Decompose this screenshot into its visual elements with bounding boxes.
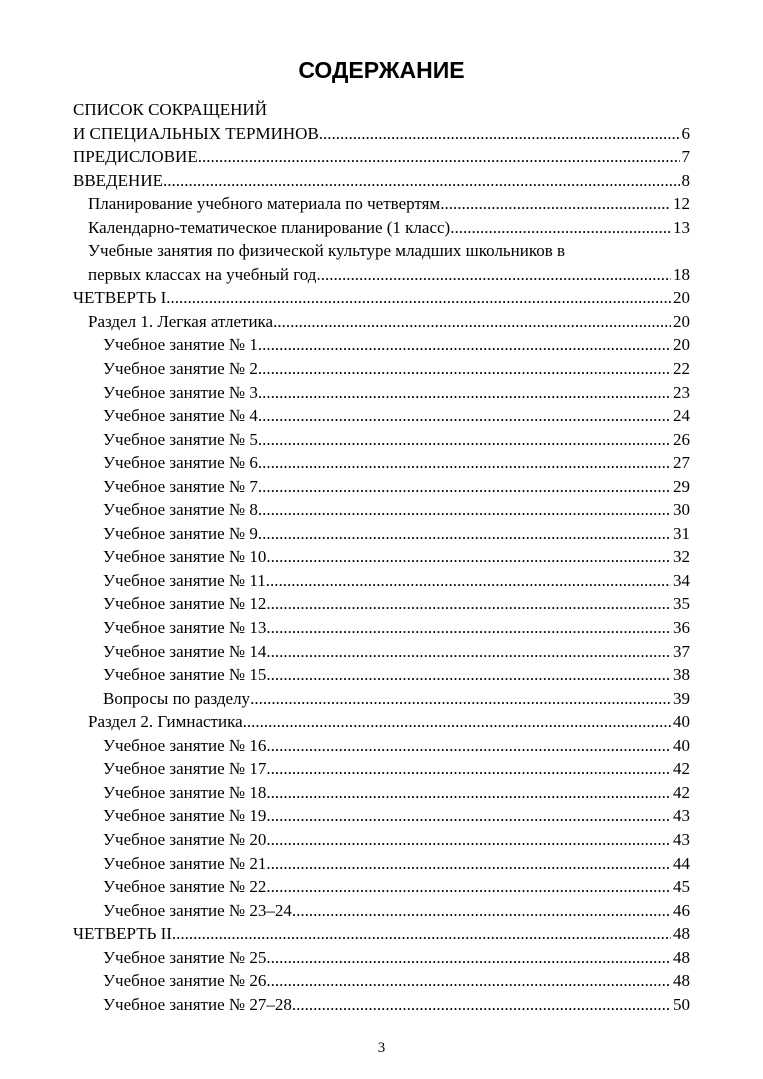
toc-dot-leader xyxy=(266,852,671,876)
toc-entry-label: Учебное занятие № 9 xyxy=(103,523,258,543)
toc-entry-label: И СПЕЦИАЛЬНЫХ ТЕРМИНОВ xyxy=(73,123,319,143)
toc-entry-page: 45 xyxy=(673,877,690,897)
toc-entry[interactable] xyxy=(73,145,690,169)
toc-entry-page: 26 xyxy=(673,429,690,449)
toc-dot-leader xyxy=(440,192,671,216)
toc-entry-label: Планирование учебного материала по четвертям xyxy=(88,194,441,214)
toc-dot-leader xyxy=(319,122,680,146)
toc-dot-leader xyxy=(266,946,671,970)
toc-entry[interactable] xyxy=(73,757,690,781)
toc-entry[interactable] xyxy=(73,333,690,357)
toc-entry-page: 18 xyxy=(673,264,690,284)
toc-entry[interactable] xyxy=(73,734,690,758)
toc-entry-page: 20 xyxy=(673,335,690,355)
toc-entry-label: Учебное занятие № 26 xyxy=(103,971,267,991)
toc-dot-leader xyxy=(258,333,671,357)
page-number: 3 xyxy=(377,1040,386,1056)
toc-entry-label: Учебное занятие № 18 xyxy=(103,782,267,802)
toc-entry-page: 44 xyxy=(673,853,690,873)
toc-dot-leader xyxy=(258,475,671,499)
toc-entry-page: 40 xyxy=(673,735,690,755)
toc-dot-leader xyxy=(258,357,671,381)
toc-dot-leader xyxy=(258,404,671,428)
toc-entry[interactable] xyxy=(73,98,690,122)
toc-dot-leader xyxy=(266,969,671,993)
toc-entry-page: 6 xyxy=(681,123,690,143)
toc-entry-page: 48 xyxy=(673,971,690,991)
toc-entry-label: Учебное занятие № 21 xyxy=(103,853,267,873)
toc-entry[interactable] xyxy=(73,922,690,946)
toc-entry[interactable] xyxy=(73,663,690,687)
toc-dot-leader xyxy=(266,757,671,781)
toc-entry-page: 48 xyxy=(673,947,690,967)
toc-entry-page: 50 xyxy=(673,994,690,1014)
toc-entry-label: Раздел 1. Легкая атлетика xyxy=(88,311,274,331)
toc-entry[interactable] xyxy=(73,710,690,734)
toc-dot-leader xyxy=(198,145,680,169)
toc-dot-leader xyxy=(450,216,671,240)
toc-entry-page: 43 xyxy=(673,806,690,826)
toc-entry-page: 31 xyxy=(673,523,690,543)
toc-dot-leader xyxy=(258,498,671,522)
toc-entry-page: 35 xyxy=(673,594,690,614)
toc-entry-label: Учебное занятие № 7 xyxy=(103,476,258,496)
toc-entry-label: Учебное занятие № 10 xyxy=(103,547,267,567)
toc-entry-page: 38 xyxy=(673,665,690,685)
toc-entry-page: 48 xyxy=(673,924,690,944)
toc-entry-page: 43 xyxy=(673,829,690,849)
toc-dot-leader xyxy=(266,569,671,593)
toc-entry[interactable] xyxy=(73,993,690,1017)
toc-entry[interactable] xyxy=(73,310,690,334)
page-title: СОДЕРЖАНИЕ xyxy=(298,57,465,83)
toc-entry-label: Учебное занятие № 17 xyxy=(103,759,267,779)
toc-entry-label: Учебное занятие № 2 xyxy=(103,359,258,379)
toc-entry[interactable] xyxy=(73,545,690,569)
toc-entry-label: Учебное занятие № 14 xyxy=(103,641,267,661)
toc-dot-leader xyxy=(292,899,671,923)
toc-entry-page: 22 xyxy=(673,359,690,379)
toc-dot-leader xyxy=(258,522,671,546)
toc-entry-label: Учебное занятие № 5 xyxy=(103,429,258,449)
toc-dot-leader xyxy=(292,993,671,1017)
toc-entry-label: Вопросы по разделу xyxy=(103,688,251,708)
toc-entry-label: ВВЕДЕНИЕ xyxy=(73,170,163,190)
toc-dot-leader xyxy=(266,781,671,805)
toc-entry-page: 46 xyxy=(673,900,690,920)
toc-entry-label: Учебное занятие № 15 xyxy=(103,665,267,685)
toc-dot-leader xyxy=(316,263,671,287)
toc-entry-label: Учебное занятие № 19 xyxy=(103,806,267,826)
toc-entry-page: 37 xyxy=(673,641,690,661)
toc-entry-label: Раздел 2. Гимнастика xyxy=(88,712,243,732)
toc-entry-page: 39 xyxy=(673,688,690,708)
toc-entry-page: 20 xyxy=(673,288,690,308)
toc-dot-leader xyxy=(273,310,671,334)
toc-entry-label: Учебное занятие № 25 xyxy=(103,947,267,967)
toc-entry[interactable] xyxy=(73,569,690,593)
toc-entry[interactable] xyxy=(73,852,690,876)
table-of-contents xyxy=(73,98,690,1016)
toc-entry-label: Учебное занятие № 12 xyxy=(103,594,267,614)
toc-entry[interactable] xyxy=(73,192,690,216)
toc-entry-label: СПИСОК СОКРАЩЕНИЙ xyxy=(73,100,267,119)
toc-dot-leader xyxy=(266,734,671,758)
toc-entry[interactable] xyxy=(73,522,690,546)
toc-entry-label: Учебные занятия по физической культуре младших школьников в xyxy=(88,241,566,261)
toc-dot-leader xyxy=(250,687,671,711)
toc-entry[interactable] xyxy=(73,357,690,381)
toc-entry[interactable] xyxy=(73,592,690,616)
toc-dot-leader xyxy=(258,428,671,452)
toc-entry[interactable] xyxy=(73,286,690,310)
toc-dot-leader xyxy=(266,875,671,899)
toc-entry-page: 12 xyxy=(673,194,690,214)
toc-entry-label: Учебное занятие № 27–28 xyxy=(103,994,292,1014)
toc-entry-label: Учебное занятие № 22 xyxy=(103,877,267,897)
toc-dot-leader xyxy=(266,545,671,569)
toc-entry-page: 23 xyxy=(673,382,690,402)
toc-entry[interactable] xyxy=(73,216,690,240)
toc-entry-page: 40 xyxy=(673,712,690,732)
toc-dot-leader xyxy=(266,804,671,828)
toc-entry-label: Учебное занятие № 1 xyxy=(103,335,258,355)
toc-entry-page: 13 xyxy=(673,217,690,237)
toc-entry[interactable] xyxy=(73,899,690,923)
toc-entry[interactable] xyxy=(73,687,690,711)
toc-entry[interactable] xyxy=(73,498,690,522)
toc-entry-label: ЧЕТВЕРТЬ II xyxy=(73,924,172,944)
toc-dot-leader xyxy=(243,710,671,734)
toc-entry-page: 36 xyxy=(673,618,690,638)
toc-entry-label: Учебное занятие № 23–24 xyxy=(103,900,292,920)
toc-entry[interactable] xyxy=(73,828,690,852)
toc-entry[interactable] xyxy=(73,875,690,899)
toc-entry-page: 32 xyxy=(673,547,690,567)
toc-entry-label: Учебное занятие № 3 xyxy=(103,382,258,402)
toc-entry-label: ЧЕТВЕРТЬ I xyxy=(73,288,167,308)
toc-entry-label: Учебное занятие № 20 xyxy=(103,829,267,849)
toc-entry[interactable] xyxy=(73,946,690,970)
toc-entry[interactable] xyxy=(73,169,690,193)
toc-dot-leader xyxy=(266,616,671,640)
toc-entry[interactable] xyxy=(73,475,690,499)
toc-dot-leader xyxy=(172,922,671,946)
toc-dot-leader xyxy=(163,169,680,193)
toc-dot-leader xyxy=(266,592,671,616)
toc-entry-page: 42 xyxy=(673,782,690,802)
toc-entry-label: первых классах на учебный год xyxy=(88,264,317,284)
toc-entry-label: Учебное занятие № 6 xyxy=(103,453,258,473)
toc-entry-page: 29 xyxy=(673,476,690,496)
toc-entry[interactable] xyxy=(73,428,690,452)
toc-dot-leader xyxy=(166,286,671,310)
toc-dot-leader xyxy=(258,381,671,405)
toc-entry[interactable] xyxy=(73,239,690,263)
toc-entry-page: 27 xyxy=(673,453,690,473)
toc-entry-label: ПРЕДИСЛОВИЕ xyxy=(73,147,198,167)
toc-entry-label: Учебное занятие № 16 xyxy=(103,735,267,755)
toc-dot-leader xyxy=(258,451,671,475)
toc-dot-leader xyxy=(266,640,671,664)
toc-entry[interactable] xyxy=(73,122,690,146)
toc-entry-page: 34 xyxy=(673,570,690,590)
toc-dot-leader xyxy=(266,663,671,687)
toc-entry-page: 8 xyxy=(681,170,690,190)
toc-entry-label: Учебное занятие № 4 xyxy=(103,406,258,426)
toc-entry-label: Учебное занятие № 8 xyxy=(103,500,258,520)
toc-entry-page: 24 xyxy=(673,406,690,426)
toc-entry[interactable] xyxy=(73,451,690,475)
toc-entry-label: Учебное занятие № 11 xyxy=(103,570,266,590)
toc-entry[interactable] xyxy=(73,781,690,805)
toc-entry-page: 7 xyxy=(681,147,690,167)
toc-entry-page: 30 xyxy=(673,500,690,520)
toc-entry-label: Календарно-тематическое планирование (1 класс) xyxy=(88,217,451,237)
toc-entry-page: 42 xyxy=(673,759,690,779)
toc-entry[interactable] xyxy=(73,616,690,640)
toc-entry[interactable] xyxy=(73,640,690,664)
toc-entry[interactable] xyxy=(73,404,690,428)
toc-entry-label: Учебное занятие № 13 xyxy=(103,618,267,638)
toc-dot-leader xyxy=(266,828,671,852)
toc-entry[interactable] xyxy=(73,969,690,993)
toc-entry[interactable] xyxy=(73,381,690,405)
toc-entry-page: 20 xyxy=(673,311,690,331)
toc-entry[interactable] xyxy=(73,263,690,287)
toc-entry[interactable] xyxy=(73,804,690,828)
